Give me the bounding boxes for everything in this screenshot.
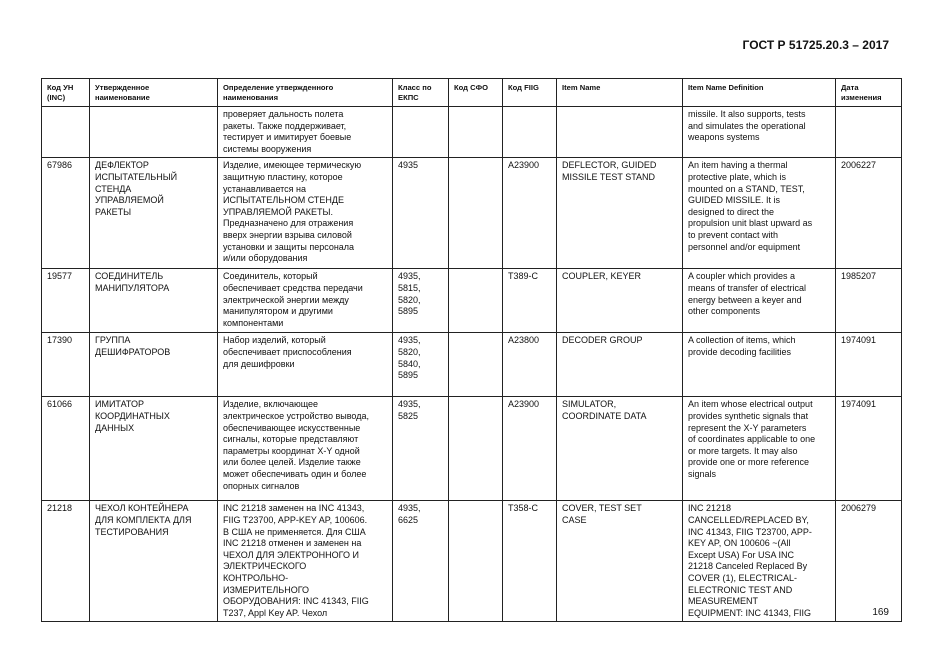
- table-cell: A23900: [503, 397, 557, 501]
- table-cell: ЧЕХОЛ КОНТЕЙНЕРА ДЛЯ КОМПЛЕКТА ДЛЯ ТЕСТИРОВАНИЯ: [90, 501, 218, 622]
- table-cell: DECODER GROUP: [557, 333, 683, 397]
- table-cell: A23900: [503, 158, 557, 269]
- table-cell: 19577: [42, 269, 90, 333]
- table-cell: ДЕФЛЕКТОР ИСПЫТАТЕЛЬНЫЙ СТЕНДА УПРАВЛЯЕМОЙ РАКЕТЫ: [90, 158, 218, 269]
- table-cell: ИМИТАТОР КООРДИНАТНЫХ ДАННЫХ: [90, 397, 218, 501]
- table-cell: 2006227: [836, 158, 902, 269]
- table-cell: [557, 107, 683, 158]
- column-header: Код FIIG: [503, 79, 557, 107]
- table-row: [42, 397, 902, 501]
- table-cell: 67986: [42, 158, 90, 269]
- table-cell: 21218: [42, 501, 90, 622]
- table-cell: [393, 107, 449, 158]
- table-cell: проверяет дальность полета ракеты. Также поддерживает, тестирует и имитирует боевые системы вооружения: [218, 107, 393, 158]
- table-cell: INC 21218 заменен на INC 41343, FIIG T23700, APP-KEY AP, 100606. В США не применяется. Для США INC 21218 отменен и заменен на ЧЕХОЛ ДЛЯ ЭЛЕКТРОННОГО И ЭЛЕКТРИЧЕСКОГО КОНТРОЛЬНО- ИЗМЕРИТЕЛЬНОГО ОБОРУДОВАНИЯ: INC 41343, FIIG T237, Appl Key AP. Чехол: [218, 501, 393, 622]
- table-cell: 4935, 5820, 5840, 5895: [393, 333, 449, 397]
- table-cell: [90, 107, 218, 158]
- table-cell: A23800: [503, 333, 557, 397]
- page-number: 169: [872, 607, 889, 618]
- table-row: [42, 333, 902, 397]
- table-cell: [449, 158, 503, 269]
- table-row: [42, 269, 902, 333]
- table-cell: COVER, TEST SET CASE: [557, 501, 683, 622]
- table-cell: A coupler which provides a means of transfer of electrical energy between a keyer and other components: [683, 269, 836, 333]
- table-cell: 4935, 5825: [393, 397, 449, 501]
- table-cell: An item whose electrical output provides synthetic signals that represent the X-Y parameters of coordinates applicable to one or more targets. It may also provide one or more reference signals: [683, 397, 836, 501]
- table-cell: 4935, 5815, 5820, 5895: [393, 269, 449, 333]
- table-cell: DEFLECTOR, GUIDED MISSILE TEST STAND: [557, 158, 683, 269]
- column-header: Дата изменения: [836, 79, 902, 107]
- table-cell: [449, 269, 503, 333]
- table-header-row: [42, 79, 902, 107]
- table-cell: [42, 107, 90, 158]
- column-header: Код СФО: [449, 79, 503, 107]
- table-cell: Набор изделий, который обеспечивает приспособления для дешифровки: [218, 333, 393, 397]
- table-row: [42, 158, 902, 269]
- table-cell: missile. It also supports, tests and simulates the operational weapons systems: [683, 107, 836, 158]
- table-cell: 4935: [393, 158, 449, 269]
- column-header: Item Name Definition: [683, 79, 836, 107]
- table-cell: Изделие, имеющее термическую защитную пластину, которое устанавливается на ИСПЫТАТЕЛЬНОМ СТЕНДЕ УПРАВЛЯЕМОЙ РАКЕТЫ. Предназначено для отражения вверх энергии взрыва силовой установки и защиты персонала и/или оборудования: [218, 158, 393, 269]
- table-cell: SIMULATOR, COORDINATE DATA: [557, 397, 683, 501]
- table-cell: [449, 107, 503, 158]
- table-cell: Изделие, включающее электрическое устройство вывода, обеспечивающее искусственные сигналы, которые представляют параметры координат X-Y одной или более целей. Изделие также может обеспечивать один и более опорных сигналов: [218, 397, 393, 501]
- table-cell: СОЕДИНИТЕЛЬ МАНИПУЛЯТОРА: [90, 269, 218, 333]
- column-header: Код УН (INC): [42, 79, 90, 107]
- table-cell: [836, 107, 902, 158]
- table-cell: A collection of items, which provide decoding facilities: [683, 333, 836, 397]
- table-cell: 1974091: [836, 397, 902, 501]
- item-name-table: [41, 78, 902, 622]
- table-cell: ГРУППА ДЕШИФРАТОРОВ: [90, 333, 218, 397]
- table-cell: COUPLER, KEYER: [557, 269, 683, 333]
- table-cell: [449, 501, 503, 622]
- column-header: Утвержденное наименование: [90, 79, 218, 107]
- table-cell: 61066: [42, 397, 90, 501]
- table-cell: 1974091: [836, 333, 902, 397]
- table-row: [42, 107, 902, 158]
- column-header: Определение утвержденного наименования: [218, 79, 393, 107]
- table-cell: Соединитель, который обеспечивает средства передачи электрической энергии между манипулятором и другими компонентами: [218, 269, 393, 333]
- table-cell: 1985207: [836, 269, 902, 333]
- table-cell: [449, 333, 503, 397]
- table-cell: T389-C: [503, 269, 557, 333]
- table-cell: [449, 397, 503, 501]
- table-cell: 2006279: [836, 501, 902, 622]
- column-header: Item Name: [557, 79, 683, 107]
- column-header: Класс по ЕКПС: [393, 79, 449, 107]
- table-row: [42, 501, 902, 622]
- table-cell: 17390: [42, 333, 90, 397]
- table-cell: T358-C: [503, 501, 557, 622]
- table-body: [42, 107, 902, 622]
- table-cell: An item having a thermal protective plate, which is mounted on a STAND, TEST, GUIDED MISSILE. It is designed to direct the propulsion unit blast upward as to prevent contact with personnel and/or equipment: [683, 158, 836, 269]
- table-cell: INC 21218 CANCELLED/REPLACED BY, INC 41343, FIIG T23700, APP- KEY AP, ON 100606 ~(All Except USA) For USA INC 21218 Canceled Replaced By COVER (1), ELECTRICAL- ELECTRONIC TEST AND MEASUREMENT EQUIPMENT: INC 41343, FIIG: [683, 501, 836, 622]
- table-cell: 4935, 6625: [393, 501, 449, 622]
- table-cell: [503, 107, 557, 158]
- document-code: ГОСТ Р 51725.20.3 – 2017: [742, 38, 889, 52]
